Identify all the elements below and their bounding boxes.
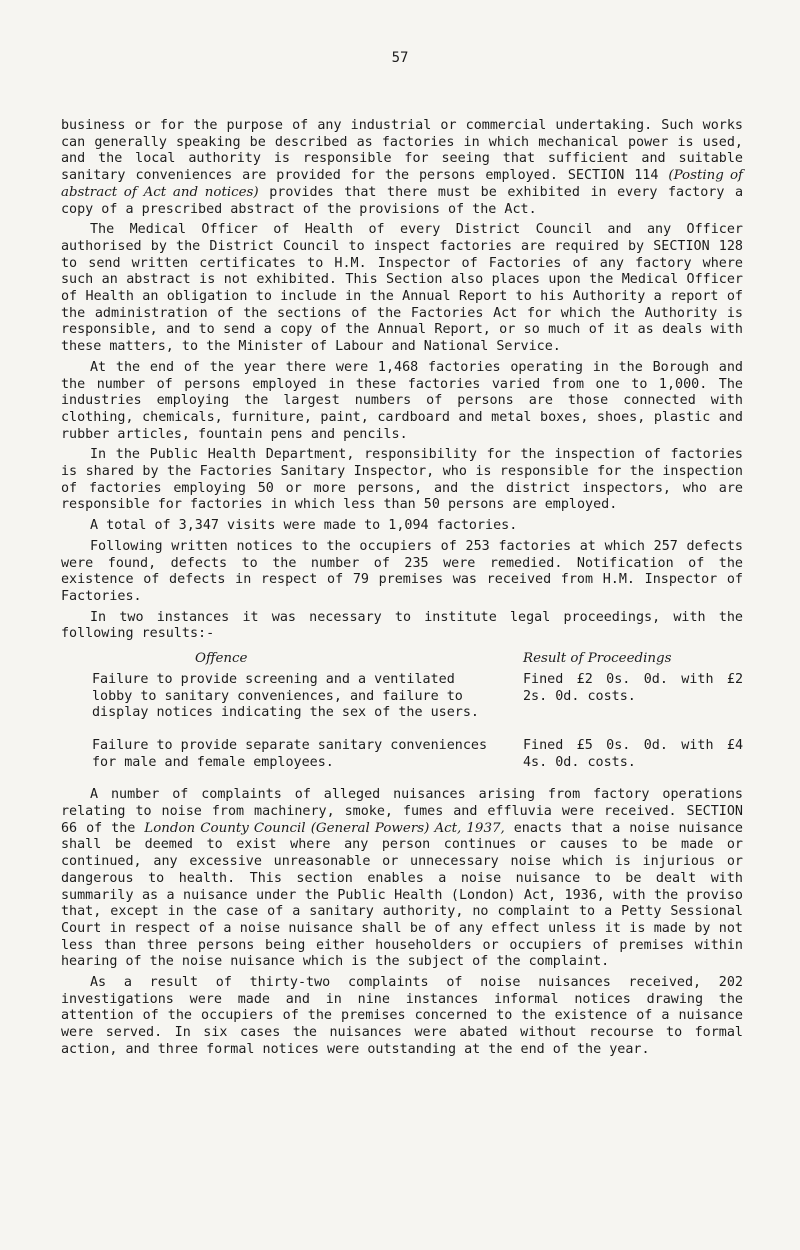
offence-cell: Failure to provide separate sanitary conveniences for male and female employees.: [92, 737, 488, 770]
section-title-italic: (Posting of abstract of Act and notices): [61, 168, 744, 200]
document-body: [61, 118, 743, 1063]
proceedings-header: [61, 651, 743, 668]
offence-cell: Failure to provide screening and a ventilated lobby to sanitary conveniences, and failure to display notices indicating the sex of the users.: [92, 671, 479, 721]
paragraph-noise-complaints: As a result of thirty-two complaints of noise nuisances received, 202 investigations were made and in nine instances informal notices drawing the attention of the occupiers of the premises concerned to the existence of a nuisance were served. In six cases the nuisances were abated without recourse to formal action, and three formal notices were outstanding at the end of the year.: [61, 975, 743, 1057]
page-number: 57: [391, 50, 409, 66]
paragraph-text: business or for the purpose of any industrial or commercial undertaking. Such works can generally speaking be described as factories in which mechanical power is used, and the local authority is responsible for seeing that sufficient and suitable sanitary conveniences are provided for the persons employed. SECTION 114: [61, 118, 743, 184]
paragraph-medical-officer: The Medical Officer of Health of every District Council and any Officer authorised by the District Council to inspect factories are required by SECTION 128 to send written certificates to H.M. Inspector of Factories of any factory where such an abstract is not exhibited. This Section also places upon the Medical Officer of Health an obligation to include in the Annual Report to his Authority a report of the administration of the sections of the Factories Act for which the Authority is responsible, and to send a copy of the Annual Report, or so much of it as deals with these matters, to the Minister of Labour and National Service.: [61, 222, 743, 355]
proceedings-table: [61, 651, 743, 771]
paragraph-noise-nuisances: [61, 787, 743, 971]
paragraph-text: provides that there must be exhibited in every factory a copy of a prescribed abstract of the provisions of the Act.: [61, 184, 744, 217]
proceedings-row: [61, 738, 743, 771]
paragraph-inspection: In the Public Health Department, responsibility for the inspection of factories is shared by the Factories Sanitary Inspector, who is responsible for the inspection of factories employing 50 or more persons, and the district inspectors, who are responsible for factories in which less than 50 persons are employed.: [61, 447, 743, 513]
result-cell: Fined £2 0s. 0d. with £2 2s. 0d. costs.: [523, 671, 743, 704]
paragraph-defects: Following written notices to the occupiers of 253 factories at which 257 defects were found, defects to the number of 235 were remedied. Notification of the existence of defects in respect of 79 premises was received from H.M. Inspector of Factories.: [61, 538, 743, 604]
paragraph-factories-intro: [61, 118, 743, 218]
paragraph-factory-count: At the end of the year there were 1,468 factories operating in the Borough and the number of persons employed in these factories varied from one to 1,000. The industries employing the largest numbers of persons are those connected with clothing, chemicals, furniture, paint, cardboard and metal boxes, shoes, plastic and rubber articles, fountain pens and pencils.: [61, 359, 743, 442]
paragraph-legal-proceedings: In two instances it was necessary to institute legal proceedings, with the following results:-: [61, 609, 743, 642]
paragraph-text: A number of complaints of alleged nuisances arising from factory operations relating to noise from machinery, smoke, fumes and effluvia were received. SECTION 66 of the: [61, 787, 743, 836]
proceedings-row: [61, 672, 743, 722]
paragraph-text: enacts that a noise nuisance shall be deemed to exist where any person continues or causes to be made or continued, any excessive unreasonable or unnecessary noise which is injurious or dangerous to health. This section enables a noise nuisance to be dealt with summarily as a nuisance under the Public Health (London) Act, 1936, with the proviso that, except in the case of a sanitary authority, no complaint to a Petty Sessional Court in respect of a noise nuisance shall be of any effect unless it is made by not less than three persons being either householders or occupiers of premises within hearing of the noise nuisance which is the subject of the complaint.: [61, 820, 743, 970]
paragraph-visits: A total of 3,347 visits were made to 1,094 factories.: [90, 518, 518, 534]
result-header: Result of Proceedings: [523, 651, 672, 667]
result-cell: Fined £5 0s. 0d. with £4 4s. 0d. costs.: [523, 737, 743, 770]
act-title-italic: London County Council (General Powers) Act, 1937,: [144, 820, 505, 836]
offence-header: Offence: [195, 651, 248, 667]
